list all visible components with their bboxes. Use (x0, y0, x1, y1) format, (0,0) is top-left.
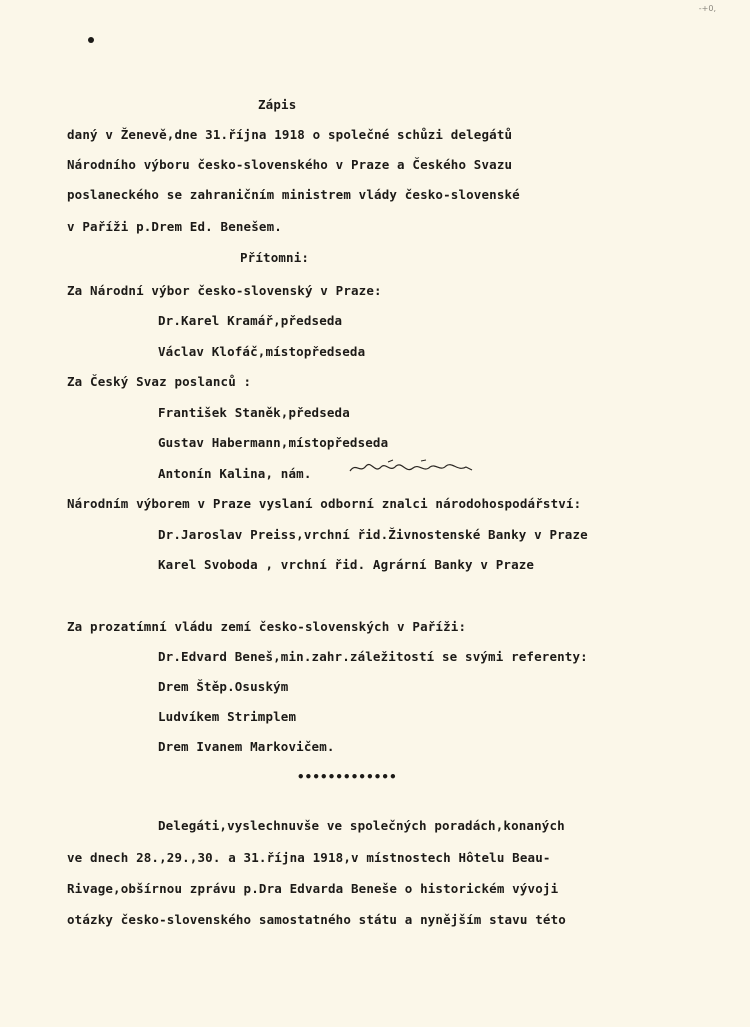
member-markovic: Drem Ivanem Markovičem. (158, 739, 335, 754)
group-heading-experts: Národním výborem v Praze vyslaní odborní znalci národohospodářství: (67, 496, 582, 511)
member-strimpl: Ludvíkem Strimplem (158, 709, 297, 724)
member-benes: Dr.Edvard Beneš,min.zahr.záležitostí se svými referenty: (158, 649, 588, 664)
member-klofac: Václav Klofáč,místopředseda (158, 344, 366, 359)
separator: ••••••••••••• (297, 769, 397, 784)
body-line-4: otázky česko-slovenského samostatného státu a nynějším stavu této (67, 912, 566, 927)
member-kalina: Antonín Kalina, nám. (158, 466, 312, 481)
body-line-3: Rivage,obšírnou zprávu p.Dra Edvarda Beneše o historickém vývoji (67, 881, 559, 896)
member-kramar: Dr.Karel Kramář,předseda (158, 313, 343, 328)
body-line-2: ve dnech 28.,29.,30. a 31.října 1918,v místnostech Hôtelu Beau- (67, 850, 551, 865)
intro-line-4: v Paříži p.Drem Ed. Benešem. (67, 219, 282, 234)
intro-line-3: poslaneckého se zahraničním ministrem vlády česko-slovenské (67, 187, 520, 202)
document-title: Zápis (258, 97, 297, 112)
intro-line-2: Národního výboru česko-slovenského v Praze a Českého Svazu (67, 157, 513, 172)
member-stanek: František Staněk,předseda (158, 405, 350, 420)
group-heading-national-committee: Za Národní výbor česko-slovenský v Praze: (67, 283, 382, 298)
member-svoboda: Karel Svoboda , vrchní řid. Agrární Banky v Praze (158, 557, 535, 572)
group-heading-czech-union: Za Český Svaz poslanců : (67, 374, 252, 389)
punch-dot (88, 37, 94, 43)
member-osusky: Drem Štěp.Osuským (158, 679, 289, 694)
member-preiss: Dr.Jaroslav Preiss,vrchní řid.Živnostenské Banky v Praze (158, 527, 588, 542)
handwritten-scribble (348, 458, 476, 478)
body-line-1: Delegáti,vyslechnuvše ve společných poradách,konaných (158, 818, 565, 833)
corner-mark: -+0, (698, 4, 716, 13)
present-heading: Přítomni: (240, 250, 310, 265)
intro-line-1: daný v Ženevě,dne 31.října 1918 o společné schůzi delegátů (67, 127, 513, 142)
member-habermann: Gustav Habermann,místopředseda (158, 435, 389, 450)
group-heading-provisional-government: Za prozatímní vládu zemí česko-slovenských v Paříži: (67, 619, 467, 634)
